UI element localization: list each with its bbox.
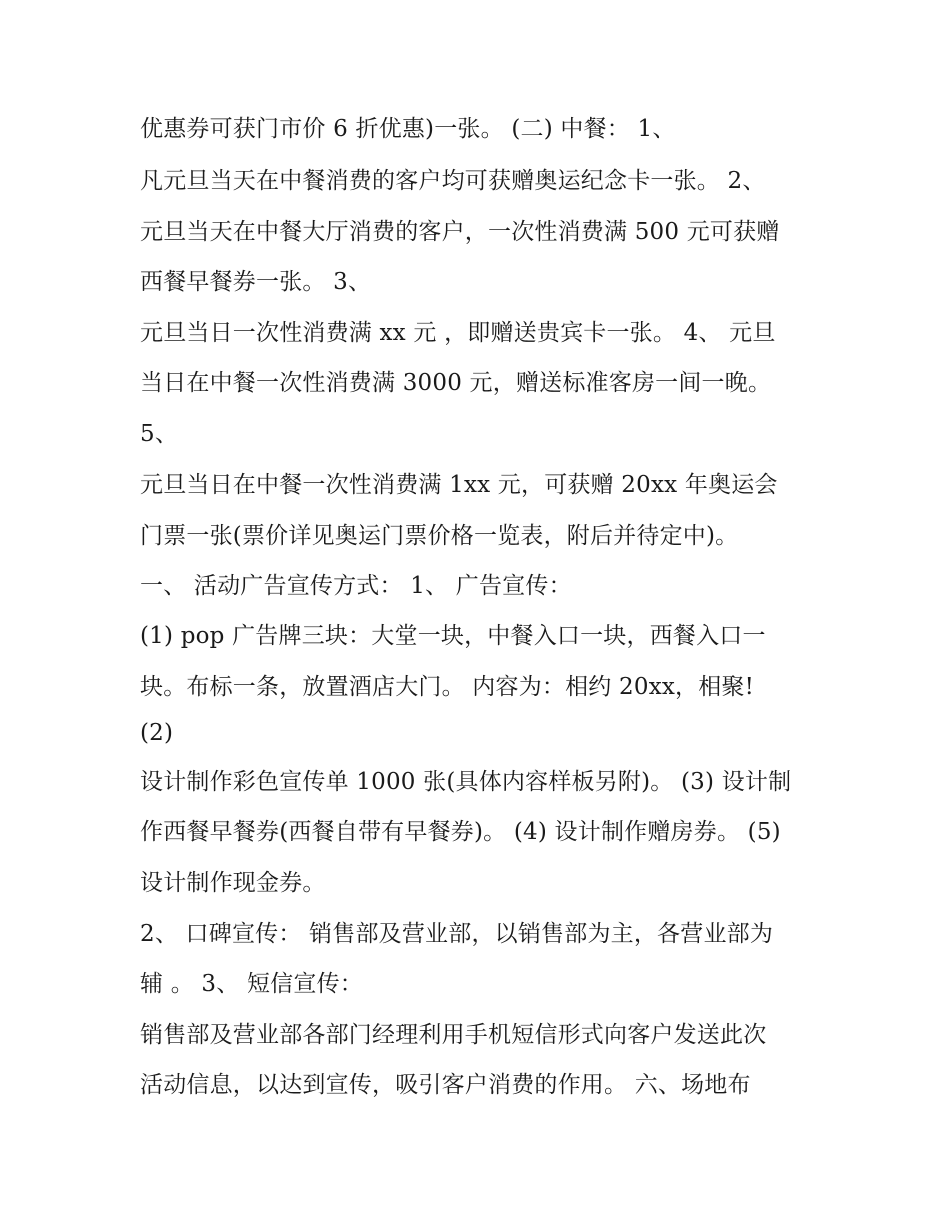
text-line: 5、 [140, 421, 179, 447]
text-line: 门票一张(票价详见奥运门票价格一览表，附后并待定中)。 [140, 523, 739, 549]
text-line: (2) [140, 720, 174, 746]
text-line: 作西餐早餐券(西餐自带有早餐券)。 (4) 设计制作赠房券。 (5) [140, 819, 781, 845]
text-line: (1) pop 广告牌三块：大堂一块，中餐入口一块，西餐入口一 [140, 623, 766, 649]
text-line: 优惠券可获门市价 6 折优惠)一张。 (二) 中餐： 1、 [140, 116, 676, 142]
text-line: 元旦当天在中餐大厅消费的客户，一次性消费满 500 元可获赠 [140, 219, 780, 245]
text-line: 设计制作现金券。 [140, 870, 326, 896]
text-line: 辅 。 3、 短信宣传： [140, 971, 363, 997]
text-line: 西餐早餐券一张。 3、 [140, 269, 372, 295]
text-line: 元旦当日一次性消费满 xx 元 ，即赠送贵宾卡一张。 4、 元旦 [140, 320, 776, 346]
text-line: 凡元旦当天在中餐消费的客户均可获赠奥运纪念卡一张。 2、 [140, 168, 766, 194]
text-line: 一、 活动广告宣传方式： 1、 广告宣传： [140, 573, 572, 599]
text-line: 当日在中餐一次性消费满 3000 元，赠送标准客房一间一晚。 [140, 370, 772, 396]
text-line: 活动信息，以达到宣传，吸引客户消费的作用。 六、场地布 [140, 1072, 751, 1098]
text-line: 块。布标一条，放置酒店大门。 内容为：相约 20xx，相聚! [140, 674, 755, 700]
text-line: 设计制作彩色宣传单 1000 张(具体内容样板另附)。 (3) 设计制 [140, 769, 792, 795]
text-line: 元旦当日在中餐一次性消费满 1xx 元，可获赠 20xx 年奥运会 [140, 472, 778, 498]
text-line: 2、 口碑宣传： 销售部及营业部，以销售部为主，各营业部为 [140, 921, 774, 947]
text-line: 销售部及营业部各部门经理利用手机短信形式向客户发送此次 [140, 1022, 767, 1048]
